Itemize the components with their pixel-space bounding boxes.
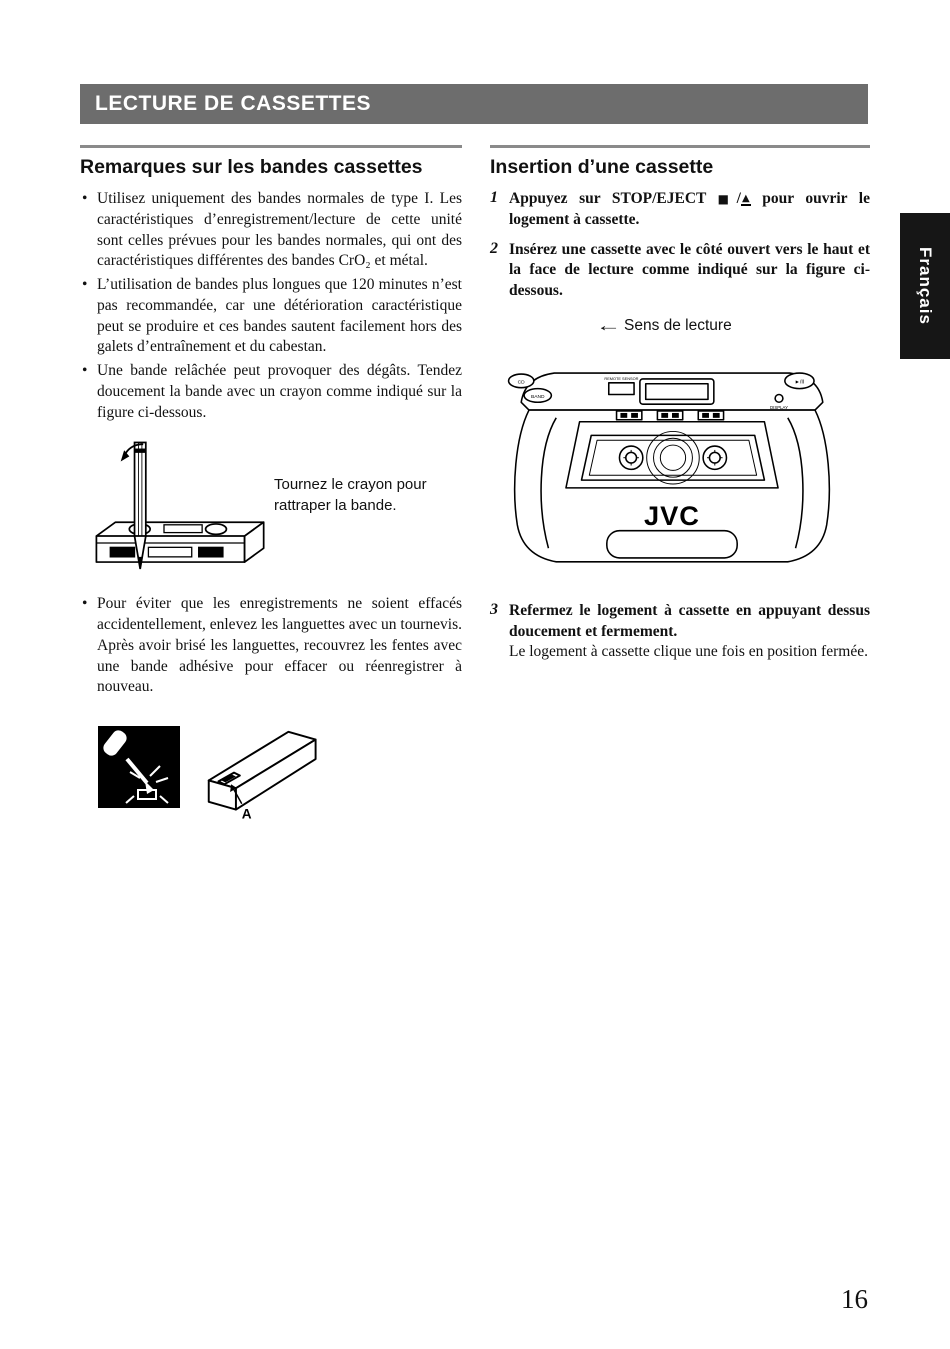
- left-column-heading: Remarques sur les bandes cassettes: [80, 145, 462, 179]
- band-button-label: BAND: [530, 394, 545, 400]
- tape-direction-text: Sens de lecture: [624, 316, 732, 334]
- language-tab: [900, 213, 950, 359]
- step-text: [509, 601, 870, 663]
- right-column: [490, 145, 870, 672]
- step-text: Appuyez sur STOP/EJECT ■/▲ pour ouvrir le logement à cassette.: [509, 190, 870, 228]
- bullet-text: Utilisez uniquement des bandes normales de type I. Les caractéristiques d’enregistrement/lecture de cette unité sont celles prévues pour les bandes normales, qui ont des caractéristiques différentes des bandes CrO₂ et métal.: [97, 190, 462, 270]
- step-text: Insérez une cassette avec le côté ouvert vers le haut et la face de lecture comme indiqué sur la figure ci-dessous.: [509, 240, 870, 300]
- remote-sensor-label: REMOTE SENSOR: [604, 375, 639, 381]
- bullet-mark: •: [82, 276, 88, 294]
- cassette-pencil-figure: [86, 439, 462, 582]
- figure-caption: Tournez le crayon pour rattraper la bande.: [274, 476, 427, 514]
- bullet-item: [80, 275, 462, 358]
- bullet-mark: •: [82, 362, 88, 380]
- left-column: [80, 145, 462, 828]
- stop-icon: ■: [717, 192, 737, 206]
- step-text-normal: Le logement à cassette clique une fois en position fermée.: [509, 643, 868, 661]
- tab-a-label: A: [241, 806, 252, 822]
- step-number: 3: [490, 600, 498, 618]
- boombox-figure: [492, 340, 870, 591]
- language-tab-label: Français: [916, 247, 935, 325]
- eject-icon: ▲: [741, 193, 750, 204]
- cassette-corner-icon: [204, 726, 332, 828]
- section-header-bar: [80, 84, 868, 124]
- step-3: [490, 601, 870, 663]
- tab-removal-figure: [98, 726, 462, 828]
- boombox-icon: [492, 340, 852, 591]
- right-column-heading: Insertion d’une cassette: [490, 145, 870, 179]
- cd-button-label: CD: [517, 380, 525, 386]
- bullet-text: Une bande relâchée peut provoquer des dégâts. Tendez doucement la bande avec un crayon comme indiqué sur la figure ci-dessous.: [97, 362, 462, 421]
- pencil-icon: [135, 443, 146, 570]
- bullet-text: Pour éviter que les enregistrements ne soient effacés accidentellement, enlevez les languettes avec un tournevis. Après avoir brisé les languettes, recouvrez les fentes avec une bande adhésive pour effacer ou réenregistrer à nouveau.: [97, 595, 462, 696]
- left-arrow-icon: ←: [595, 315, 622, 335]
- bullet-item: [80, 361, 462, 423]
- section-header-title: LECTURE DE CASSETTES: [95, 92, 372, 115]
- page-number: 16: [841, 1284, 868, 1314]
- jvc-logo: JVC: [644, 499, 700, 531]
- bullet-mark: •: [82, 595, 88, 613]
- cassette-pencil-icon: [86, 439, 268, 582]
- step-1: [490, 189, 870, 231]
- bullet-text: L’utilisation de bandes plus longues que 120 minutes n’est pas recommandée, car une détérioration caractéristique peut se produire et ces bandes sautent facilement hors des galets d’entraînement et du cabestan.: [97, 276, 462, 356]
- display-button-label: DISPLAY: [769, 404, 789, 410]
- step-number: 1: [490, 189, 498, 206]
- play-pause-label: ►/II: [794, 379, 805, 386]
- tab-break-icon: [98, 726, 180, 808]
- bullet-mark: •: [82, 190, 88, 207]
- step-number: 2: [490, 239, 498, 257]
- bullet-item: [80, 189, 462, 272]
- tape-direction-label: [595, 315, 870, 336]
- step-2: [490, 240, 870, 302]
- step-text-bold: Refermez le logement à cassette en appuyant dessus doucement et fermement.: [509, 601, 870, 640]
- bullet-item: [80, 594, 462, 698]
